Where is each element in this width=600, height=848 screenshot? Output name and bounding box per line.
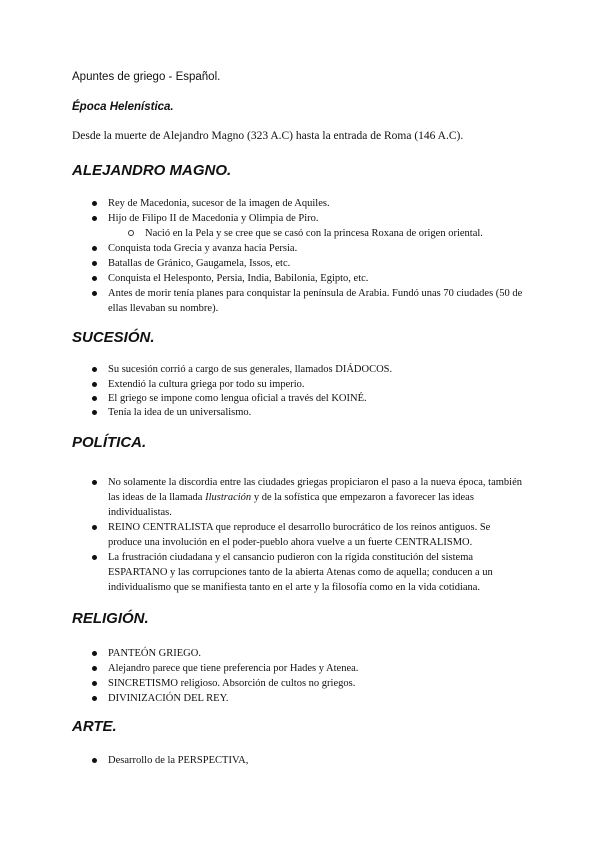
bullet-icon <box>92 555 97 560</box>
section-heading-arte: ARTE. <box>72 718 117 735</box>
section-heading-religion: RELIGIÓN. <box>72 610 149 627</box>
bullet-icon <box>92 480 97 485</box>
bullet-icon <box>92 681 97 686</box>
bullet-icon <box>92 666 97 671</box>
bullet-icon <box>92 201 97 206</box>
bullet-icon <box>92 382 97 387</box>
bullet-icon <box>92 410 97 415</box>
section-heading-alejandro-magno: ALEJANDRO MAGNO. <box>72 162 232 179</box>
bullet-icon <box>92 758 97 763</box>
intro-paragraph: Desde la muerte de Alejandro Magno (323 A.C) hasta la entrada de Roma (146 A.C). <box>72 130 464 142</box>
bullet-icon <box>92 396 97 401</box>
bullet-icon <box>92 651 97 656</box>
bullet-icon <box>92 261 97 266</box>
bullet-icon <box>92 216 97 221</box>
hollow-bullet-icon <box>128 230 134 236</box>
section-heading-politica: POLÍTICA. <box>72 434 147 451</box>
document-title: Apuntes de griego - Español. <box>72 71 221 83</box>
document-page: Apuntes de griego - Español. Época Helenística. Desde la muerte de Alejandro Magno (323 A.C) hasta la entrada de Roma (146 A.C). ALEJANDRO MAGNO. Rey de Macedonia, sucesor de la imagen de Aquiles. Hijo de Filipo II de Macedonia y Olimpia de Piro. Nació en la Pela y se cree que se casó con la princesa Roxana de origen oriental. Conquista toda Grecia y avanza hacia Persia. Batallas de Gránico, Gaugamela, Issos, etc. Conquista el Helesponto, Persia, India, Babilonia, Egipto, etc. Antes de morir tenía planes para conquistar la península de Arabia. Fundó unas 70 ciudades (50 de ellas llevaban su nombre). SUCESIÓN. Su sucesión corrió a cargo de sus generales, llamados DIÁDOCOS. Extendió la cultura griega por todo su imperio. El griego se impone como lengua oficial a través del KOINÉ. Tenía la idea de un universalismo. POLÍTICA. No solamente la discordia entre las ciudades griegas propiciaron el paso a la nueva época, también las ideas de la llamada Ilustración y de la sofística que empezaron a favorecer las ideas individualistas. REINO CENTRALISTA que reproduce el desarrollo burocrático de los reinos antiguos. Se produce una involución en el poder-pueblo ahora vuelve a un fuerte CENTRALISMO. La frustración ciudadana y el cansancio pudieron con la rígida constitución del sistema ESPARTANO y las corrupciones tanto de la abierta Atenas como de aquella; conducen a un individualismo que se manifiesta tanto en el arte y la filosofía como en la vida cotidiana. RELIGIÓN. PANTEÓN GRIEGO. Alejandro parece que tiene preferencia por Hades y Atenea. SINCRETISMO religioso. Absorción de cultos no griegos. DIVINIZACIÓN DEL REY. ARTE. Desarrollo de la PERSPECTIVA, <box>72 71 523 766</box>
section-heading-sucesion: SUCESIÓN. <box>72 329 155 346</box>
bullet-icon <box>92 291 97 296</box>
bullet-icon <box>92 246 97 251</box>
bullet-icon <box>92 367 97 372</box>
document-subtitle: Época Helenística. <box>72 101 174 113</box>
bullet-icon <box>92 276 97 281</box>
bullet-icon <box>92 696 97 701</box>
bullet-icon <box>92 525 97 530</box>
